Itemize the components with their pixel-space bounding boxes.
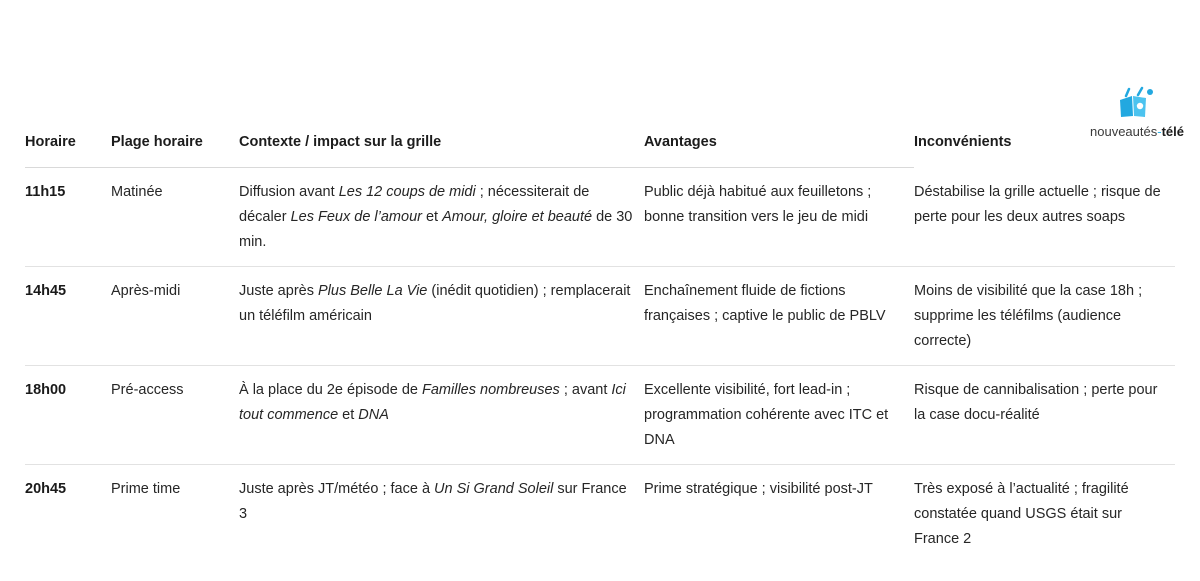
tv-logo-icon: [1116, 86, 1160, 122]
context-text: À la place du 2e épisode de: [239, 382, 422, 398]
cell-contexte: [239, 168, 644, 267]
cell-plage: Matinée: [111, 168, 239, 267]
cell-plage: Pré-access: [111, 366, 239, 465]
context-text: et: [421, 209, 443, 225]
title-italic: Plus Belle La Vie: [318, 283, 428, 299]
cell-inconvenients: Moins de visibilité que la case 18h ; supprime les téléfilms (audience correcte): [914, 267, 1175, 366]
cell-avantages: Excellente visibilité, fort lead-in ; programmation cohérente avec ITC et DNA: [644, 366, 914, 465]
cell-inconvenients: Très exposé à l’actualité ; fragilité constatée quand USGS était sur France 2: [914, 481, 1129, 547]
logo-text-part1: nouveautés: [1090, 124, 1158, 139]
cell-horaire: 20h45: [25, 481, 67, 497]
title-italic: Amour, gloire et beauté: [442, 209, 593, 225]
cell-plage: Prime time: [111, 481, 181, 497]
title-italic: Les Feux de l’amour: [290, 209, 422, 225]
context-text: sur France 3: [239, 481, 627, 522]
cell-inconvenients: Risque de cannibalisation ; perte pour la case docu-réalité: [914, 366, 1175, 465]
title-italic: Familles nombreuses: [422, 382, 560, 398]
cell-horaire: 18h00: [25, 366, 111, 465]
cell-inconvenients: Déstabilise la grille actuelle ; risque de perte pour les deux autres soaps: [914, 168, 1175, 267]
cell-contexte: [239, 267, 644, 366]
context-text: ; nécessiterait de décaler: [239, 184, 590, 225]
cell-contexte: [239, 366, 644, 465]
cell-plage: Après-midi: [111, 267, 239, 366]
context-text: (inédit quotidien) ; remplacerait un téléfilm américain: [239, 283, 631, 324]
table-row: [25, 168, 1175, 267]
context-text: et: [338, 407, 359, 423]
header-inconvenients: Inconvénients: [914, 134, 1012, 150]
title-italic: Un Si Grand Soleil: [434, 481, 554, 497]
context-text: de 30 min.: [239, 209, 633, 250]
table-row: [25, 366, 1175, 465]
title-italic: DNA: [358, 407, 389, 423]
cell-avantages: Public déjà habitué aux feuilletons ; bonne transition vers le jeu de midi: [644, 168, 914, 267]
context-text: Juste après: [239, 283, 318, 299]
table-header-row: [25, 126, 1175, 168]
table-row: [25, 267, 1175, 366]
context-text: Juste après JT/météo ; face à: [239, 481, 435, 497]
context-text: Diffusion avant: [239, 184, 339, 200]
cell-horaire: 14h45: [25, 267, 111, 366]
cell-horaire: 11h15: [25, 168, 111, 267]
logo-text-separator: -: [1157, 124, 1162, 139]
title-italic: Les 12 coups de midi: [338, 184, 476, 200]
header-plage-horaire: Plage horaire: [111, 126, 239, 168]
schedule-table: [25, 126, 1175, 563]
title-italic: Ici tout commence: [239, 382, 626, 423]
cell-avantages: Enchaînement fluide de fictions françaises ; captive le public de PBLV: [644, 267, 914, 366]
header-horaire: Horaire: [25, 126, 111, 168]
cell-avantages: Prime stratégique ; visibilité post-JT: [644, 481, 873, 497]
context-text: ; avant: [559, 382, 612, 398]
cell-contexte: [239, 465, 644, 564]
logo-text-part2: télé: [1161, 124, 1184, 139]
header-contexte: Contexte / impact sur la grille: [239, 126, 644, 168]
table-row: [25, 465, 1175, 564]
header-avantages: Avantages: [644, 126, 914, 168]
